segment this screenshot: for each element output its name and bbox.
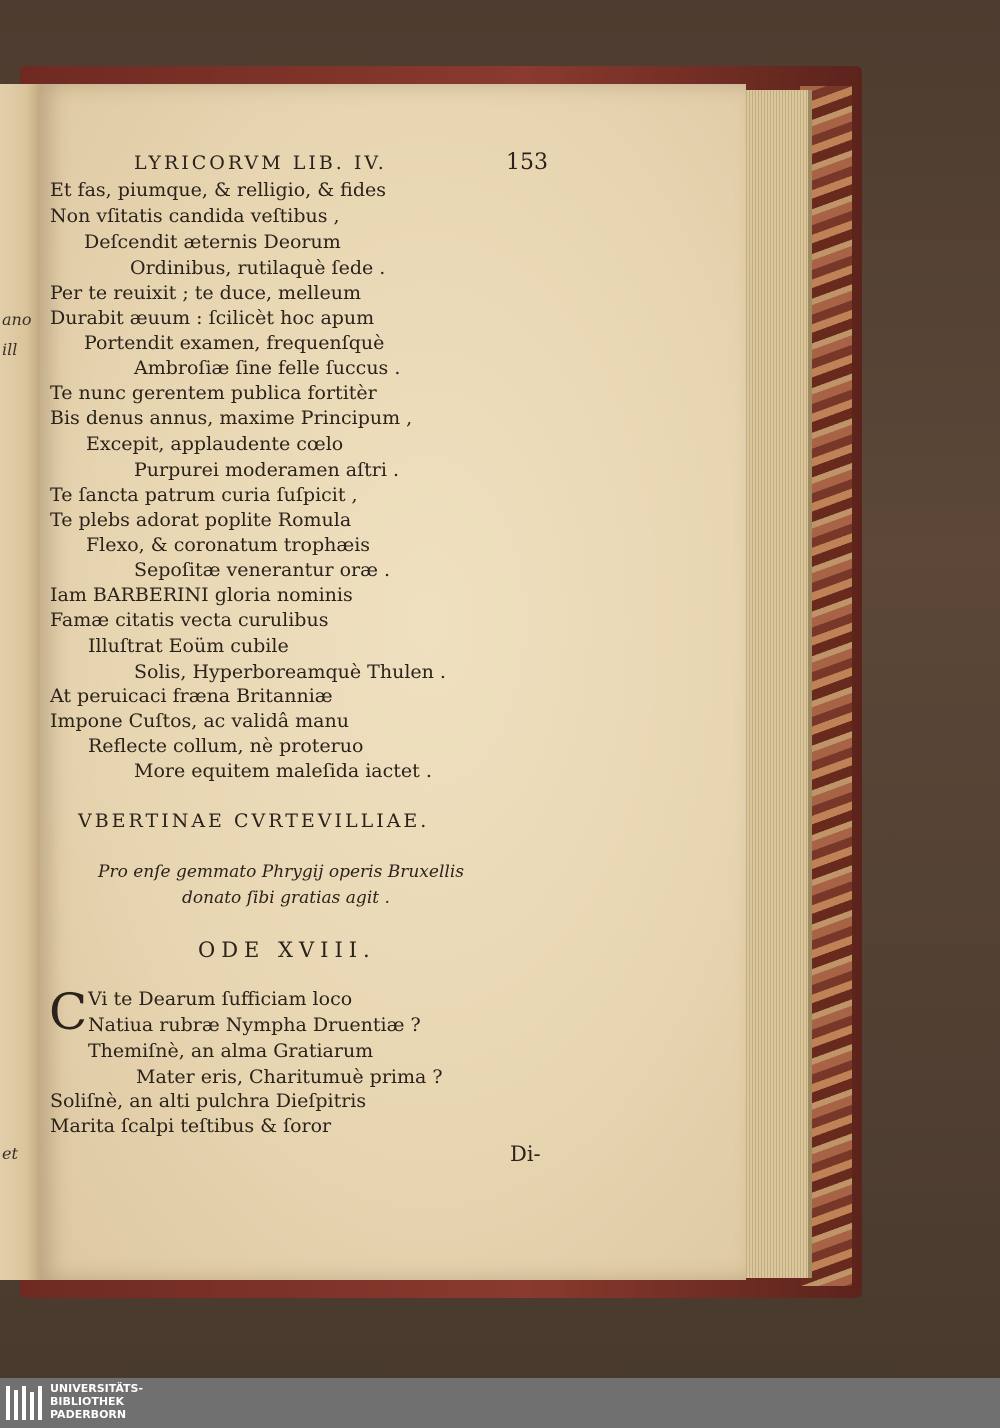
ode-line: Natiua rubræ Nympha Druentiæ ? [88,1014,421,1036]
left-page-fragment: ill [2,340,18,359]
ode-line: Soliſnè, an alti pulchra Dieſpitris [50,1090,367,1112]
verse-line: Solis, Hyperboreamquè Thulen . [134,661,446,683]
page-number: 153 [506,150,548,175]
library-name-line: PADERBORN [50,1408,127,1421]
verse-line: Illuſtrat Eoüm cubile [88,635,289,657]
verse-line: Ambroſiæ ſine felle ſuccus . [134,357,401,379]
left-page-fragment: et [2,1144,18,1163]
verse-line: Reflecte collum, nè proteruo [88,735,364,757]
library-name-line: BIBLIOTHEK [50,1395,125,1408]
verse-line: Ordinibus, rutilaquè ſede . [130,257,386,279]
ode-line: Mater eris, Charitumuè prima ? [136,1066,443,1088]
verse-line: Te plebs adorat poplite Romula [50,509,352,531]
verse-line: Non vſitatis candida veſtibus , [50,205,340,227]
verse-line: Te ſancta patrum curia ſuſpicit , [50,484,358,506]
library-name [50,1382,143,1421]
verse-line: Durabit æuum : ſcilicèt hoc apum [50,307,375,329]
verse-line: Te nunc gerentem publica fortitèr [50,382,377,404]
dedication-title: VBERTINAE CVRTEVILLIAE. [78,810,430,832]
library-name-line: UNIVERSITÄTS- [50,1382,144,1395]
verse-line: Per te reuixit ; te duce, melleum [50,282,361,304]
drop-cap: C [49,983,88,1041]
verse-line: Portendit examen, frequenſquè [84,332,385,354]
subtitle-line: donato ſibi gratias agit . [182,888,390,908]
verse-line: Famæ citatis vecta curulibus [50,609,329,631]
verse-line: Sepoſitæ venerantur oræ . [134,559,391,581]
verse-line: Impone Cuſtos, ac validâ manu [50,710,349,732]
ode-line: Themiſnè, an alma Gratiarum [88,1040,374,1062]
page-block-edge [738,90,812,1278]
verse-line: Et fas, piumque, & relligio, & fides [50,179,386,201]
verse-line: Bis denus annus, maxime Principum , [50,407,413,429]
verse-line: Purpurei moderamen aſtri . [134,459,399,481]
ode-title: ODE XVIII. [198,938,376,962]
running-title: LYRICORVM LIB. IV. [134,152,387,174]
verse-line: Excepit, applaudente cœlo [86,433,344,455]
catchword: Di- [510,1142,541,1166]
verse-line: Flexo, & coronatum trophæis [86,534,371,556]
ode-line: Vi te Dearum ſufficiam loco [88,988,353,1010]
verse-line: Iam BARBERINI gloria nominis [50,584,353,606]
subtitle-line: Pro enſe gemmato Phrygij operis Bruxellis [98,862,464,882]
library-logo-icon [6,1386,42,1422]
library-footer [0,1378,1000,1428]
ode-line: Marita ſcalpi teſtibus & ſoror [50,1115,332,1137]
verse-line: More equitem maleſida iactet . [134,760,432,782]
verse-line: At peruicaci fræna Britanniæ [50,685,333,707]
left-page-fragment: ano [2,310,32,329]
left-page-edge [0,84,44,1280]
verse-line: Deſcendit æternis Deorum [84,231,341,253]
